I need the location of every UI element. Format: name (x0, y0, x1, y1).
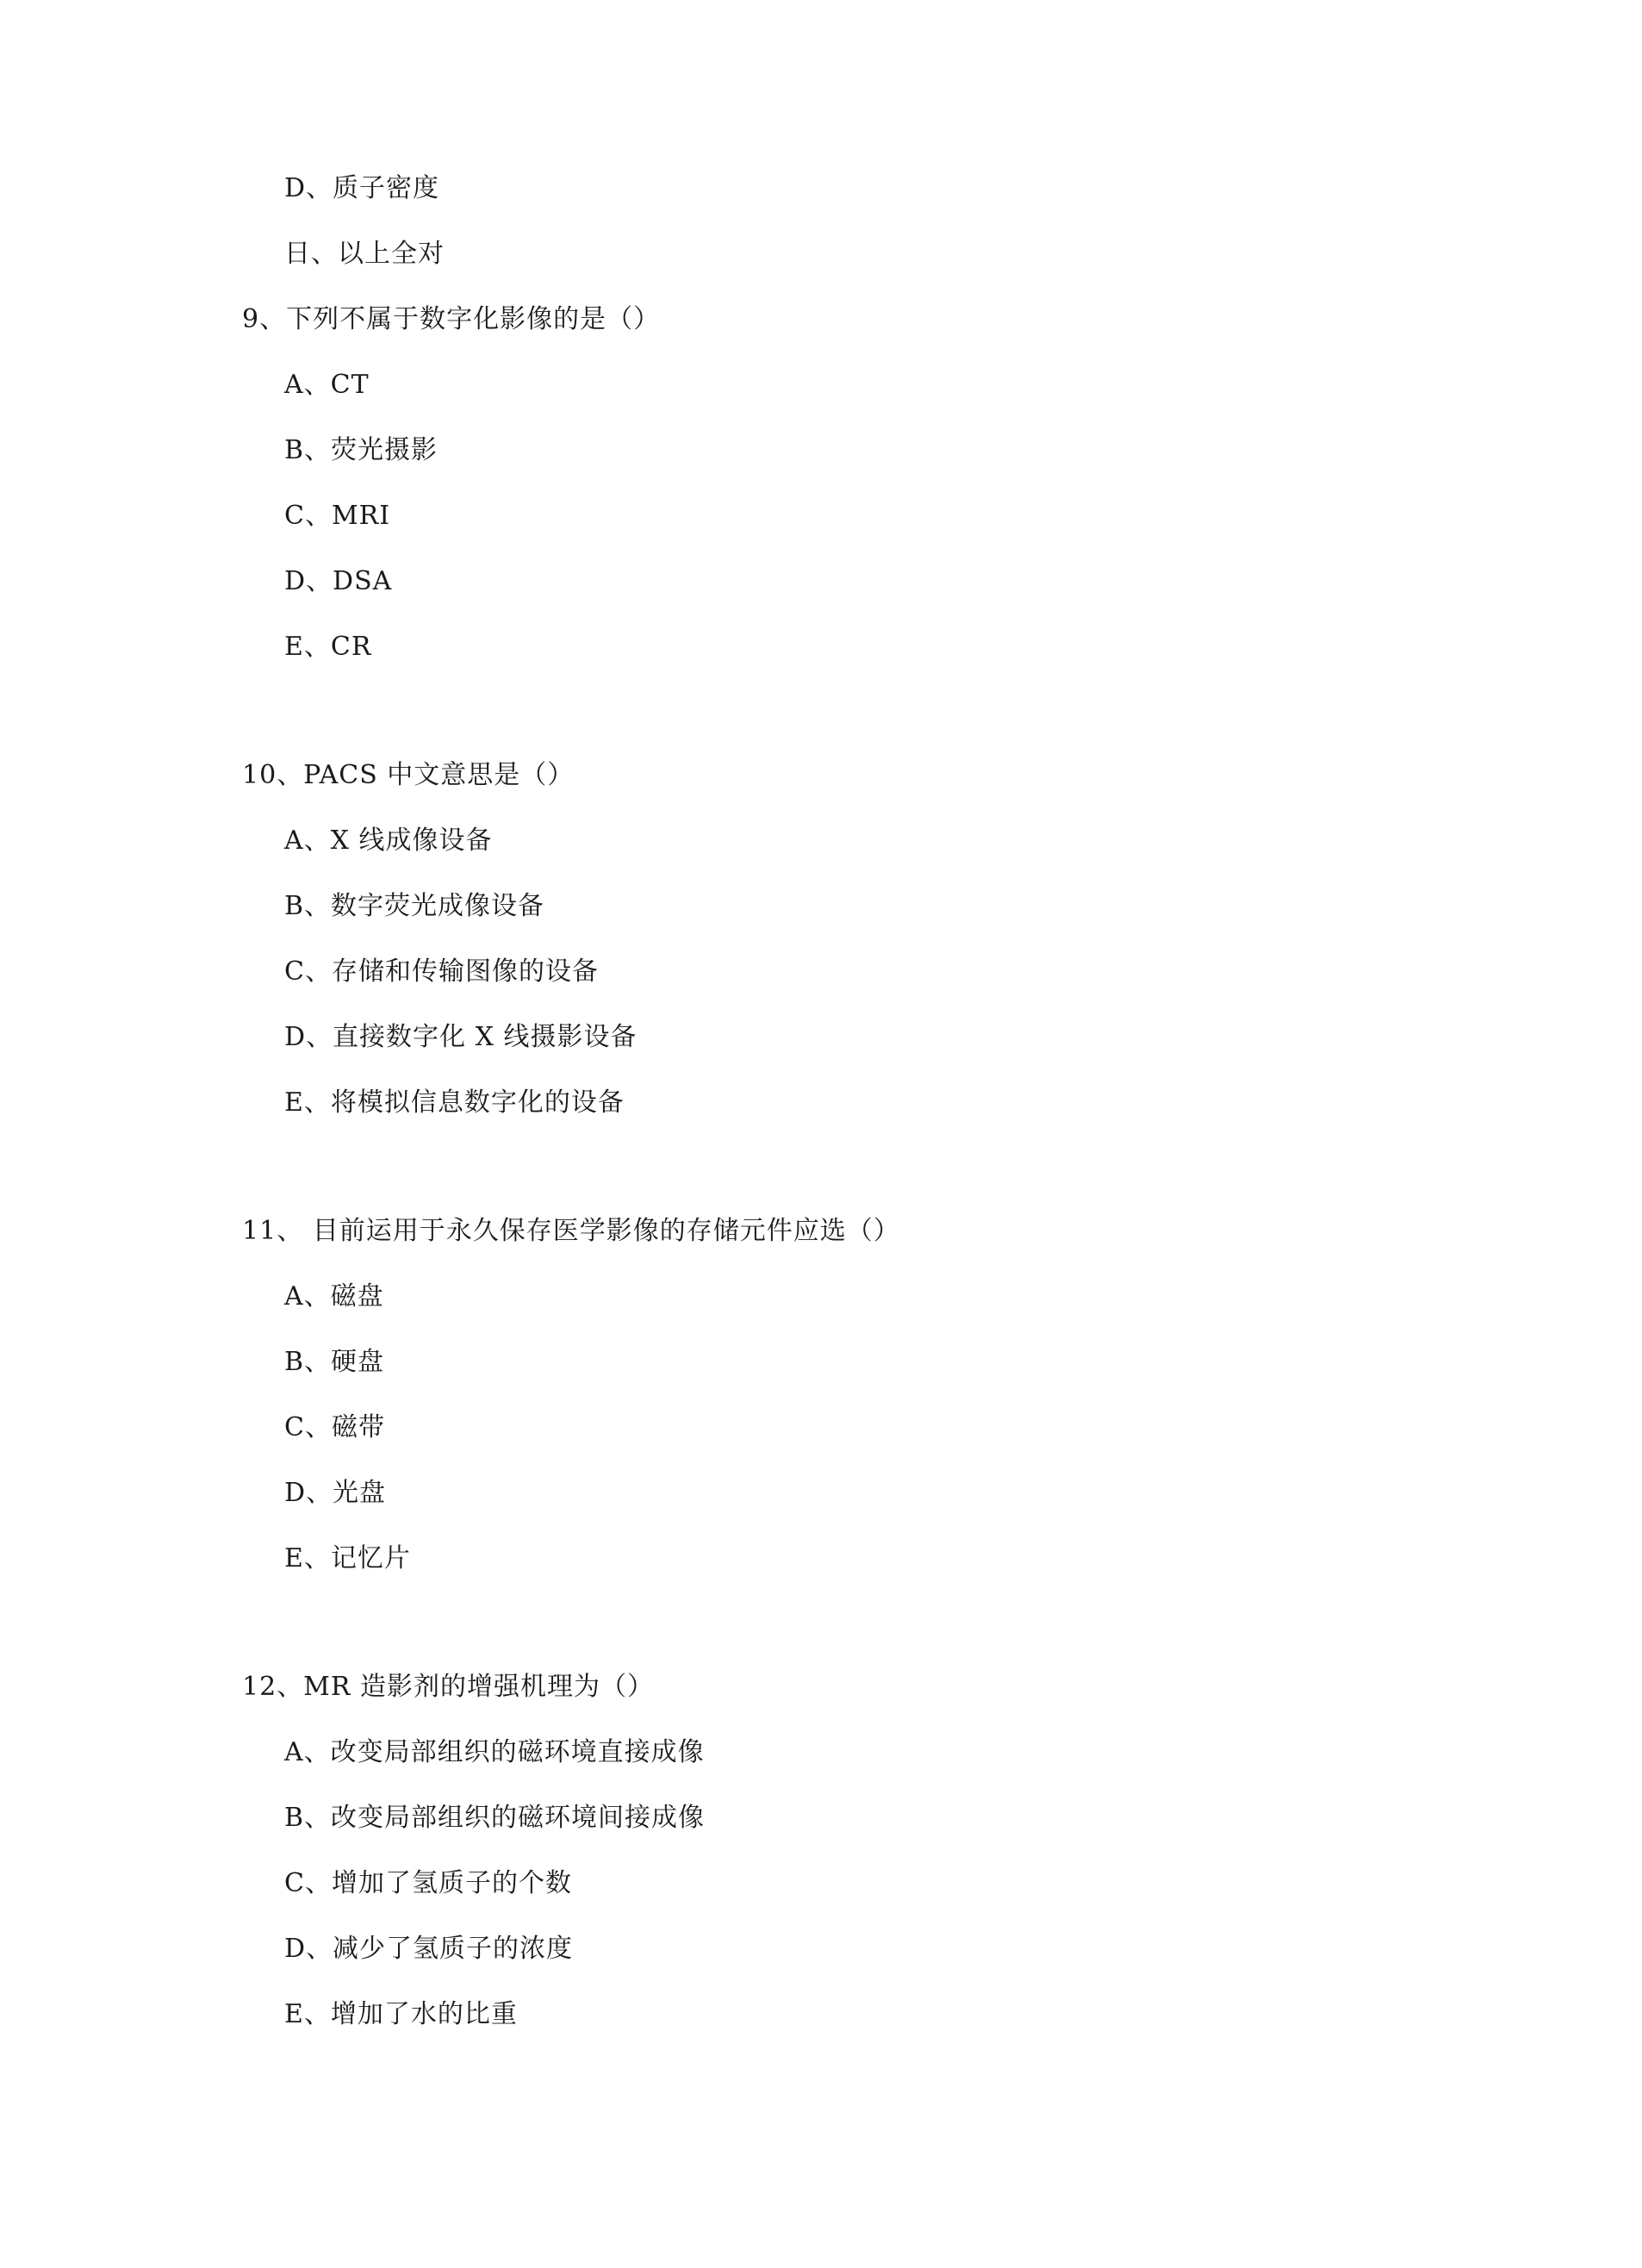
question-12-option-d: D、减少了氢质子的浓度 (284, 1934, 574, 1964)
question-12-option-e: E、增加了水的比重 (284, 1999, 518, 2029)
question-11-option-e: E、记忆片 (284, 1543, 411, 1573)
question-11-option-c: C、磁带 (284, 1412, 385, 1442)
question-10-stem: 10、PACS 中文意思是（） (242, 760, 575, 790)
question-9-option-c: C、MRI (284, 501, 391, 531)
question-11-option-b: B、硬盘 (284, 1347, 385, 1377)
question-10-option-e: E、将模拟信息数字化的设备 (284, 1087, 625, 1118)
question-10-option-b: B、数字荧光成像设备 (284, 891, 545, 921)
question-11-stem: 11、 目前运用于永久保存医学影像的存储元件应选（） (242, 1216, 900, 1246)
question-9-option-b: B、荧光摄影 (284, 435, 438, 465)
question-10-option-d: D、直接数字化 X 线摄影设备 (284, 1022, 638, 1052)
question-11-option-d: D、光盘 (284, 1478, 387, 1508)
question-9-option-a: A、CT (284, 370, 370, 400)
question-11-option-a: A、磁盘 (284, 1281, 384, 1312)
question-9-stem: 9、下列不属于数字化影像的是（） (242, 304, 661, 334)
option-d-proton-density: D、质子密度 (284, 173, 440, 203)
question-9-option-e: E、CR (284, 632, 372, 662)
question-12-stem: 12、MR 造影剂的增强机理为（） (242, 1672, 655, 1702)
question-10-option-a: A、X 线成像设备 (284, 826, 493, 856)
question-9-option-d: D、DSA (284, 566, 393, 596)
question-12-option-c: C、增加了氢质子的个数 (284, 1868, 572, 1898)
option-e-all-correct: 日、以上全对 (284, 239, 445, 269)
question-10-option-c: C、存储和传输图像的设备 (284, 956, 599, 987)
question-12-option-a: A、改变局部组织的磁环境直接成像 (284, 1737, 705, 1767)
question-12-option-b: B、改变局部组织的磁环境间接成像 (284, 1803, 706, 1833)
